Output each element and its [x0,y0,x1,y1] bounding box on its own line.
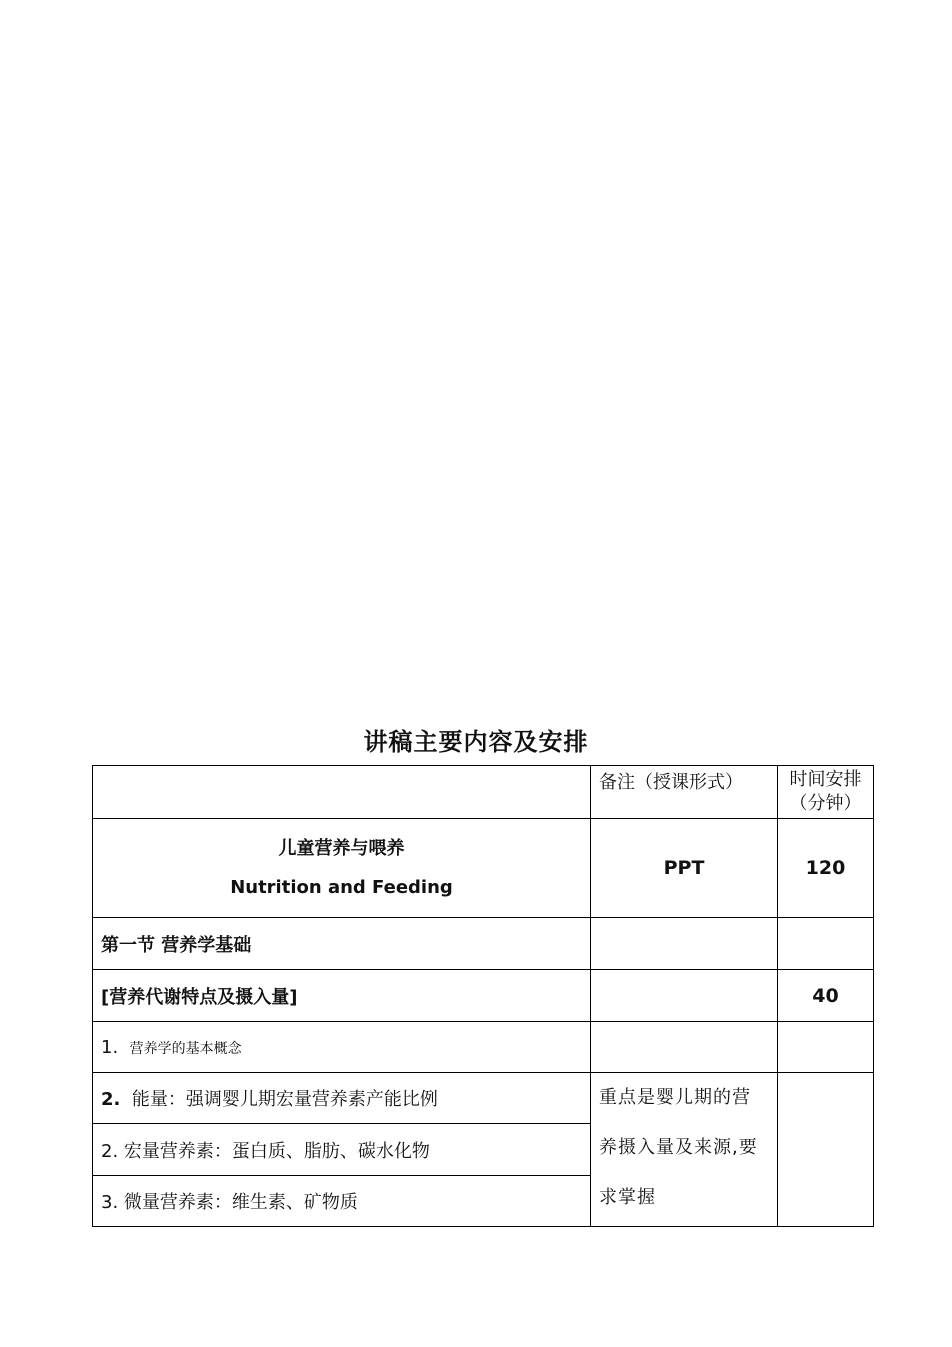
course-minutes-cell: 120 [778,819,874,918]
item-cell [93,1124,591,1176]
section-note-cell [591,918,778,970]
table-row [93,970,874,1022]
section-minutes-cell [778,918,874,970]
page-title: 讲稿主要内容及安排 [363,728,589,756]
header-time-cell [778,766,874,819]
item-number: 2. [101,1089,121,1110]
header-time-line1: 时间安排 [789,769,862,790]
table-row [93,1073,874,1124]
table-row [93,819,874,918]
item-cell [93,1073,591,1124]
item-number: 3. [101,1192,119,1213]
topic-minutes-cell: 40 [778,970,874,1022]
item-number: 1. [101,1036,119,1058]
emphasis-note-cell: 重点是婴儿期的营养摄入量及来源,要求掌握 [591,1073,778,1227]
header-note-cell: 备注（授课形式） [591,766,778,819]
table-header-row [93,766,874,819]
item-note-cell [591,1022,778,1073]
course-form-cell: PPT [591,819,778,918]
lecture-schedule-table [92,765,874,1227]
section-title-cell: 第一节 营养学基础 [93,918,591,970]
table-row [93,1022,874,1073]
table-row [93,918,874,970]
item-text: 宏量营养素：蛋白质、脂肪、碳水化物 [123,1140,430,1162]
item-text: 营养学的基本概念 [129,1040,242,1057]
item-number: 2. [101,1140,119,1162]
topic-title-cell: [营养代谢特点及摄入量] [93,970,591,1022]
item-cell [93,1022,591,1073]
emphasis-minutes-cell [778,1073,874,1227]
item-text: 能量：强调婴儿期宏量营养素产能比例 [131,1089,438,1110]
header-content-cell [93,766,591,819]
item-minutes-cell [778,1022,874,1073]
topic-note-cell [591,970,778,1022]
item-text: 微量营养素：维生素、矿物质 [123,1192,358,1213]
course-title-en: Nutrition and Feeding [230,877,453,898]
course-title-cn: 儿童营养与喂养 [278,838,405,859]
header-time-line2: （分钟） [789,793,862,814]
item-cell [93,1176,591,1227]
course-title-cell [93,819,591,918]
